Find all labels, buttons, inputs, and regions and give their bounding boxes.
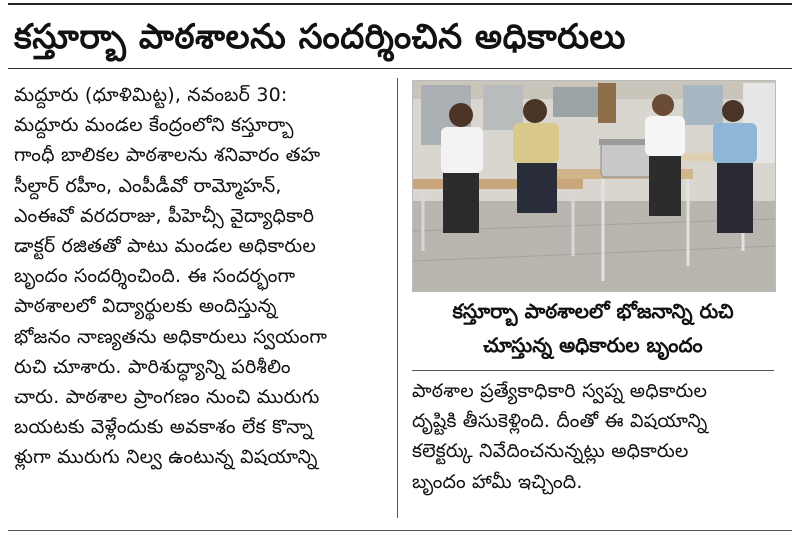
- body-line: బయటకు వెళ్లేందుకు అవకాశం లేక కొన్నా: [14, 416, 313, 439]
- photo-caption: [412, 294, 774, 366]
- article-body-right: [412, 376, 774, 516]
- body-line: చారు. పాఠశాల ప్రాంగణం నుంచి మురుగు: [14, 386, 320, 409]
- body-line: ళ్లుగా మురుగు నిల్వ ఉంటున్న విషయాన్ని: [14, 446, 318, 469]
- body-line: పాఠశాలలో విద్యార్థులకు అందిస్తున్న: [14, 295, 277, 318]
- body-line: ఎంఈవో వరదరాజు, పీహెచ్సీ వైద్యాధికారి: [14, 204, 315, 227]
- caption-line: చూస్తున్న అధికారుల బృందం: [483, 333, 703, 357]
- body-line: గాంధీ బాలికల పాఠశాలను శనివారం తహ: [14, 144, 321, 167]
- body-line: మద్దూరు మండల కేంద్రంలోని కస్తూర్బా: [14, 114, 294, 137]
- headline: కస్తూర్బా పాఠశాలను సందర్శించిన అధికారులు: [14, 17, 626, 57]
- officials-tasting-food-photo: [413, 81, 775, 291]
- body-line: భోజనం నాణ్యతను అధికారులు స్వయంగా: [14, 325, 328, 348]
- news-photo: [412, 80, 776, 292]
- bottom-rule: [8, 530, 792, 531]
- top-rule: [8, 3, 792, 5]
- column-separator: [397, 78, 398, 518]
- body-line: దృష్టికి తీసుకెళ్లింది. దీంతో ఈ విషయాన్ని: [412, 410, 708, 433]
- caption-rule: [412, 370, 774, 371]
- body-line: బృందం సందర్శించింది. ఈ సందర్భంగా: [14, 265, 296, 288]
- body-line: పాఠశాల ప్రత్యేకాధికారి స్వప్న అధికారుల: [412, 380, 708, 402]
- caption-line: కస్తూర్బా పాఠశాలలో భోజనాన్ని రుచి: [452, 299, 734, 323]
- body-line: బృందం హామీ ఇచ్చింది.: [412, 470, 583, 493]
- body-line: కలెక్టర్కు నివేదించనున్నట్లు అధికారుల: [412, 440, 689, 463]
- body-line: మద్దూరు (ధూళిమిట్ట), నవంబర్ 30:: [14, 84, 288, 106]
- body-line: డాక్టర్ రజితతో పాటు మండల అధికారుల: [14, 235, 317, 258]
- headline-rule: [8, 68, 792, 69]
- body-line: రుచి చూశారు. పారిశుద్ధ్యాన్ని పరిశీలిం: [14, 355, 291, 378]
- body-line: సీల్దార్ రహీం, ఎంపీడీవో రామ్మోహన్,: [14, 174, 282, 197]
- article-body-left: [14, 80, 386, 520]
